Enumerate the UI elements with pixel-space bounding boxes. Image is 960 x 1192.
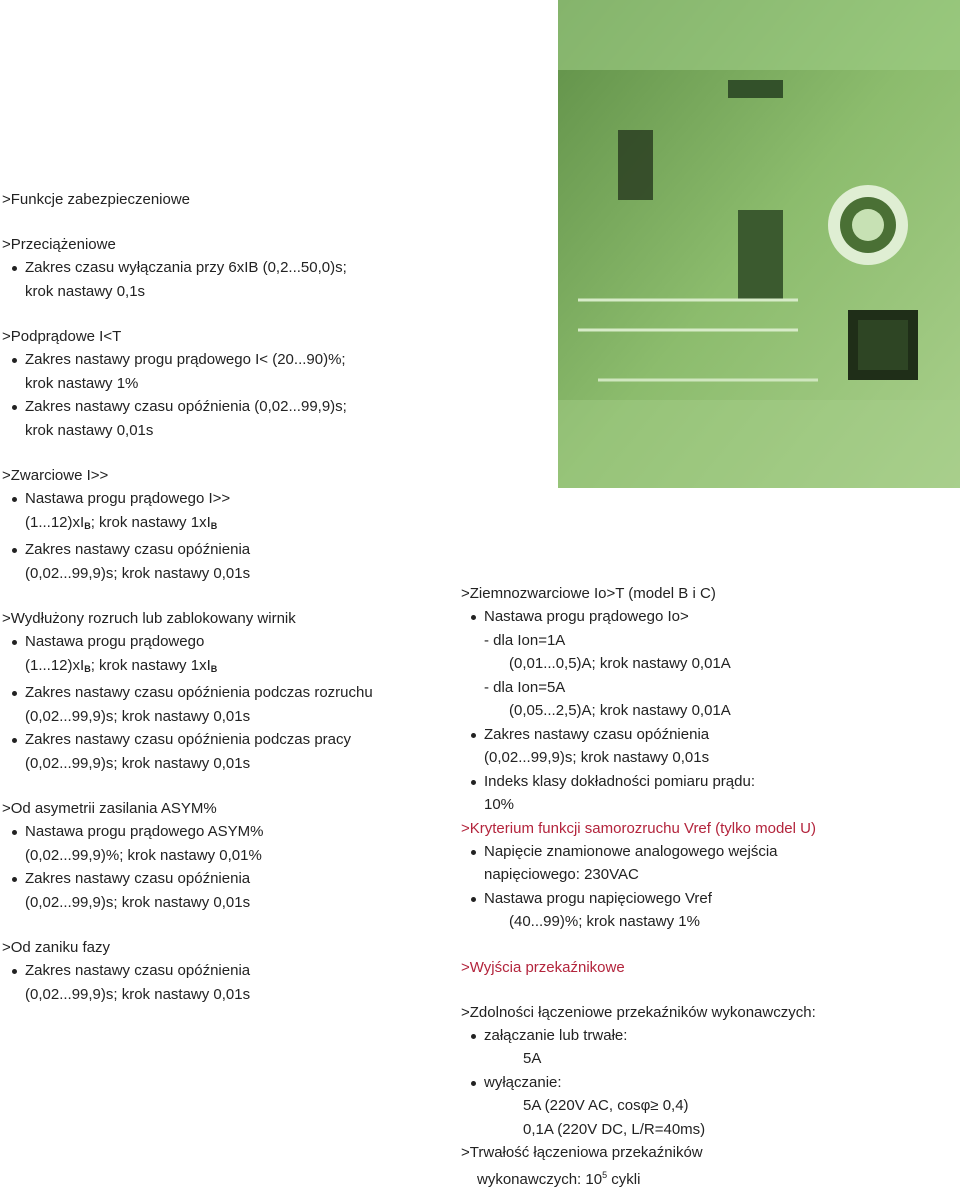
list-item-value: (0,01...0,5)A; krok nastawy 0,01A: [509, 655, 731, 672]
list-item-cont: 5A (220V AC, cosφ≥ 0,4): [523, 1097, 689, 1114]
list-item-sub: - dla Ion=1A: [484, 631, 566, 649]
list-item: Nastawa progu napięciowego Vref: [461, 887, 956, 911]
heading-short-circuit: >Zwarciowe I>>: [2, 467, 109, 484]
heading-self-start: >Kryterium funkcji samorozruchu Vref (tylko model U): [461, 819, 816, 837]
list-item-cont: 5A: [523, 1050, 542, 1067]
list-item: załączanie lub trwałe:: [461, 1024, 956, 1048]
list-item: Zakres nastawy czasu opóźnienia (0,02...99,9)s;: [2, 395, 452, 419]
list-item-cont: (0,02...99,9)%; krok nastawy 0,01%: [25, 846, 262, 864]
list-item: Nastawa progu prądowego: [2, 630, 452, 654]
right-column: [461, 582, 956, 1192]
circuit-board-photo: [558, 0, 960, 488]
heading-switching-capacity: >Zdolności łączeniowe przekaźników wykonawczych:: [461, 1003, 816, 1021]
heading-overload: >Przeciążeniowe: [2, 236, 116, 253]
list-item: Zakres nastawy czasu opóźnienia: [2, 538, 452, 562]
heading-endurance: >Trwałość łączeniowa przekaźników: [461, 1144, 703, 1161]
list-item: Zakres czasu wyłączania przy 6xIB (0,2...50,0)s;: [2, 256, 452, 280]
list-item: Zakres nastawy czasu opóźnienia: [2, 867, 452, 891]
list-item-cont: (0,02...99,9)s; krok nastawy 0,01s: [25, 893, 251, 911]
list-item: Indeks klasy dokładności pomiaru prądu:: [461, 770, 956, 794]
list-item: Zakres nastawy progu prądowego I< (20...90)%;: [2, 348, 452, 372]
list-item-cont: krok nastawy 0,01s: [25, 421, 154, 439]
list-item: Nastawa progu prądowego Io>: [461, 605, 956, 629]
list-item: Zakres nastawy czasu opóźnienia podczas rozruchu: [2, 681, 452, 705]
heading-undercurrent: >Podprądowe I<T: [2, 328, 122, 345]
list-item: Nastawa progu prądowego I>>: [2, 487, 452, 511]
list-item-cont: (0,02...99,9)s; krok nastawy 0,01s: [25, 754, 251, 772]
heading-relay-outputs: >Wyjścia przekaźnikowe: [461, 958, 625, 976]
list-item: Zakres nastawy czasu opóźnienia: [461, 723, 956, 747]
heading-earth-fault: >Ziemnozwarciowe Io>T (model B i C): [461, 585, 716, 602]
list-item-cont: (0,02...99,9)s; krok nastawy 0,01s: [25, 707, 251, 725]
list-item-cont: krok nastawy 0,1s: [25, 282, 146, 300]
list-item: Zakres nastawy czasu opóźnienia: [2, 959, 452, 983]
list-item-cont: $(1...12)xI_B$; krok nastawy $1xI_B$: [25, 656, 218, 674]
list-item-cont: napięciowego: 230VAC: [484, 866, 639, 883]
list-item: Napięcie znamionowe analogowego wejścia: [461, 840, 956, 864]
list-item-cont: (0,02...99,9)s; krok nastawy 0,01s: [25, 985, 251, 1003]
list-item-cont: 10%: [484, 796, 515, 813]
list-item-sub: - dla Ion=5A: [484, 678, 566, 696]
endurance-value: wykonawczych: $10^5$ cykli: [477, 1170, 641, 1188]
list-item-cont: (40...99)%; krok nastawy 1%: [509, 913, 700, 930]
list-item: wyłączanie:: [461, 1071, 956, 1095]
list-item-cont: $(1...12)xI_B$; krok nastawy $1xI_B$: [25, 513, 218, 531]
heading-phase-loss: >Od zaniku fazy: [2, 939, 110, 956]
list-item-cont: (0,02...99,9)s; krok nastawy 0,01s: [25, 564, 251, 582]
heading-asymmetry: >Od asymetrii zasilania ASYM%: [2, 800, 217, 817]
list-item-value: (0,05...2,5)A; krok nastawy 0,01A: [509, 702, 731, 719]
left-column: [2, 188, 452, 1006]
heading-locked-rotor: >Wydłużony rozruch lub zablokowany wirnik: [2, 610, 296, 627]
list-item-cont: (0,02...99,9)s; krok nastawy 0,01s: [484, 749, 710, 766]
list-item: Zakres nastawy czasu opóźnienia podczas pracy: [2, 728, 452, 752]
list-item-cont: krok nastawy 1%: [25, 374, 139, 392]
list-item-cont: 0,1A (220V DC, L/R=40ms): [523, 1120, 706, 1138]
list-item: Nastawa progu prądowego ASYM%: [2, 820, 452, 844]
section-title: >Funkcje zabezpieczeniowe: [2, 191, 191, 208]
